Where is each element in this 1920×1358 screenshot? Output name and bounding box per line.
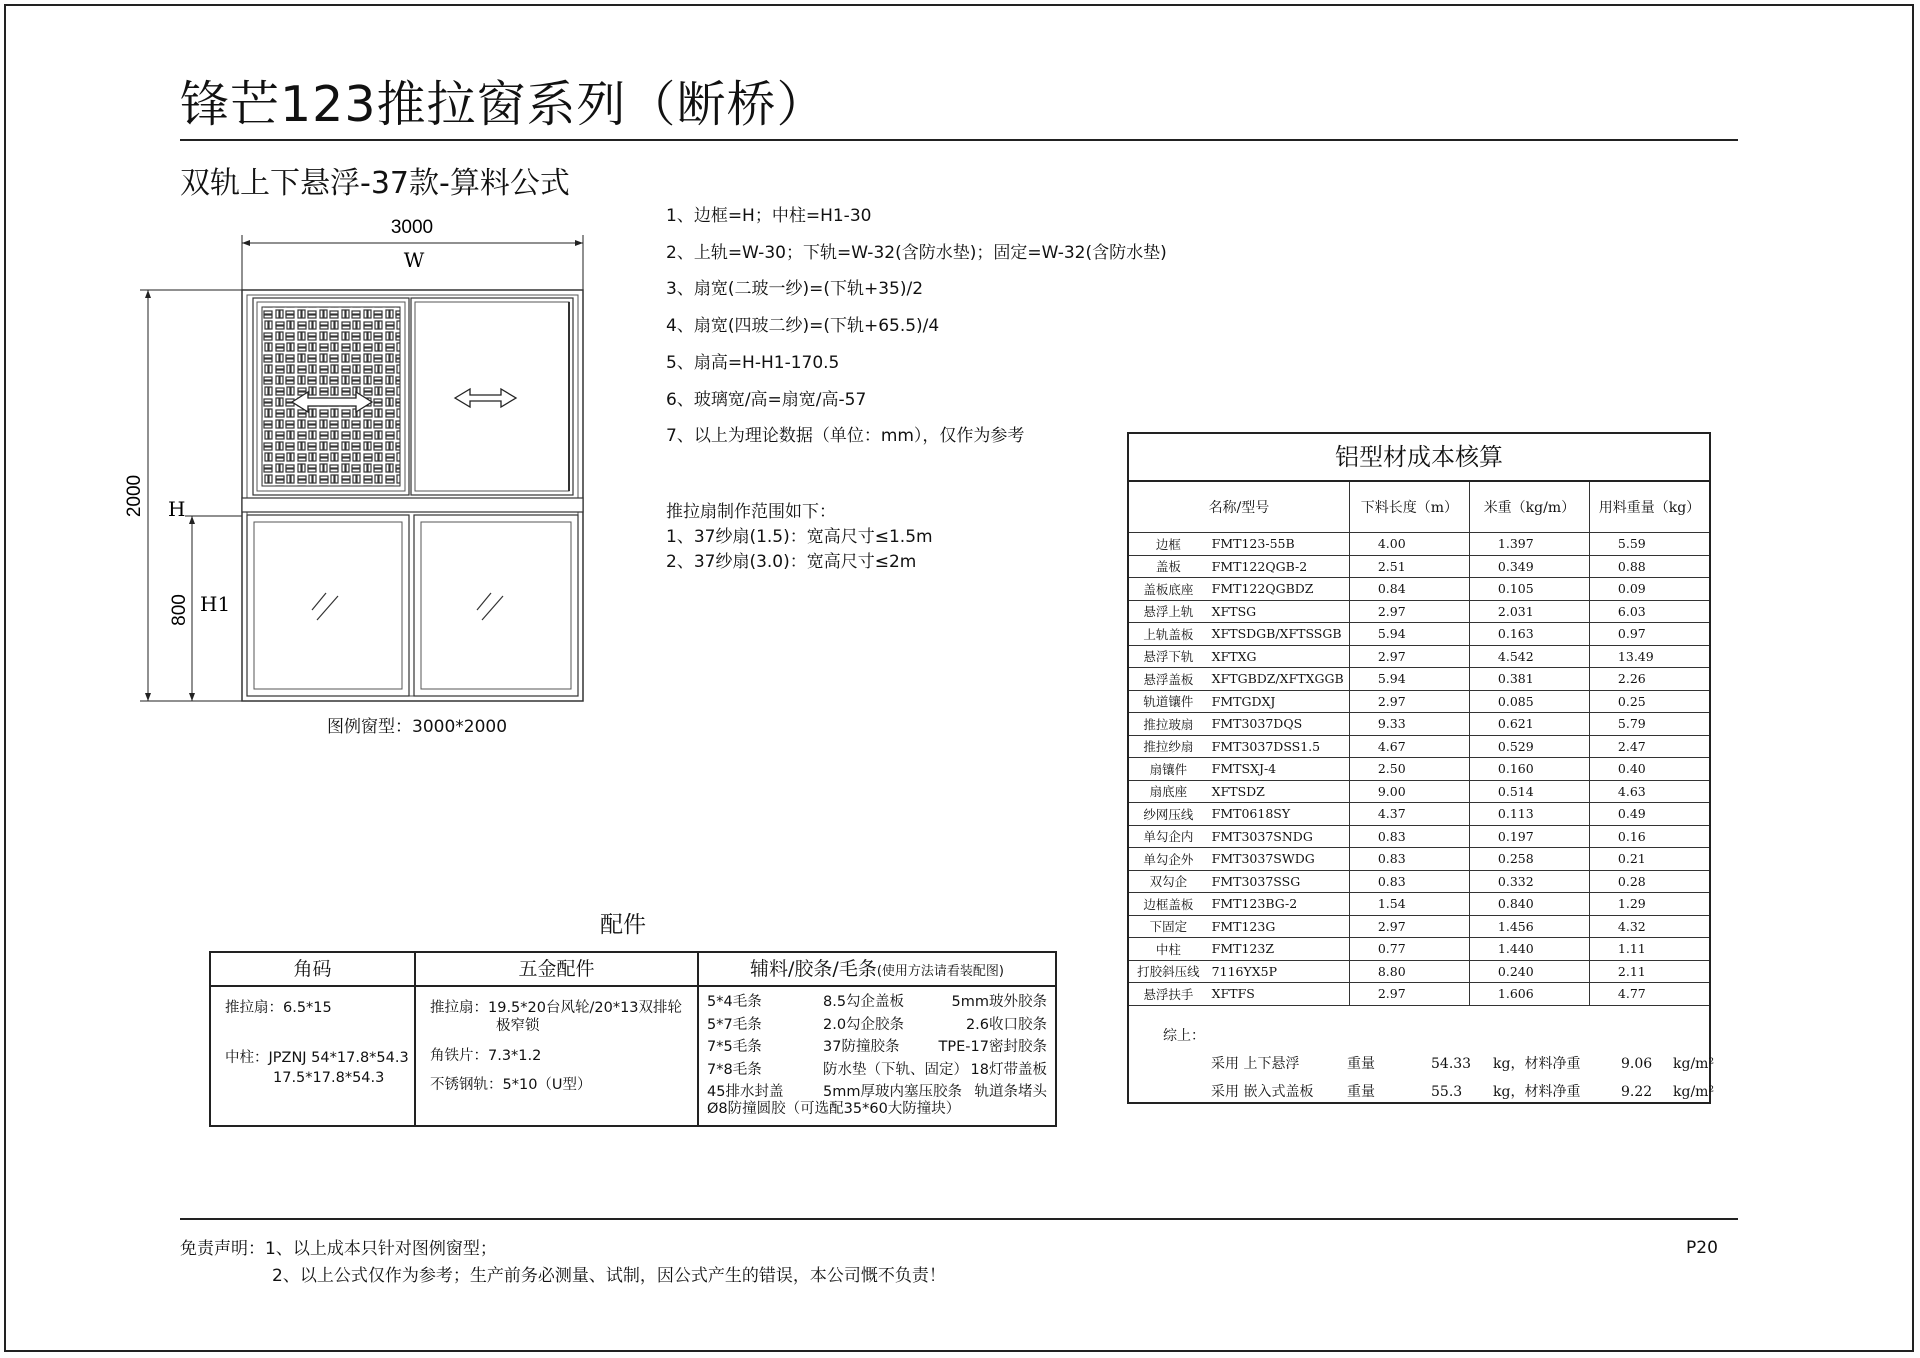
sash-range-title: 推拉扇制作范围如下： <box>666 502 836 522</box>
summary-net-unit: kg/m² <box>1673 1083 1715 1100</box>
disclaimer-text: 1、以上成本只针对图例窗型； <box>265 1239 497 1259</box>
total-weight: 4.63 <box>1589 780 1709 803</box>
unit-weight: 0.514 <box>1469 780 1589 803</box>
summary-net: 9.06 <box>1621 1055 1653 1072</box>
material-model: FMT122QGBDZ <box>1208 578 1350 601</box>
material-name: 双勾企 <box>1129 870 1208 893</box>
cut-length: 2.97 <box>1349 690 1469 713</box>
cost-table-row <box>1129 870 1709 893</box>
total-weight: 6.03 <box>1589 600 1709 623</box>
auxiliary-item: 防水垫（下轨、固定） <box>823 1061 968 1078</box>
material-model: FMT3037DSS1.5 <box>1208 735 1350 758</box>
total-weight: 0.28 <box>1589 870 1709 893</box>
accessories-header-auxiliary <box>699 953 1055 987</box>
cut-length: 2.97 <box>1349 645 1469 668</box>
auxiliary-item: 5mm厚玻内塞压胶条 <box>823 1084 962 1101</box>
material-model: FMT3037DQS <box>1208 713 1350 736</box>
unit-weight: 0.621 <box>1469 713 1589 736</box>
material-name: 打胶斜压线 <box>1129 960 1208 983</box>
disclaimer-label: 免责声明： <box>180 1239 265 1259</box>
cut-length: 4.67 <box>1349 735 1469 758</box>
summary-use: 采用 嵌入式盖板 <box>1211 1083 1314 1100</box>
cost-table-title: 铝型材成本核算 <box>1129 434 1709 482</box>
material-name: 边框盖板 <box>1129 893 1208 916</box>
total-weight: 2.26 <box>1589 668 1709 691</box>
unit-weight: 1.440 <box>1469 938 1589 961</box>
auxiliary-item: 18灯带盖板 <box>970 1061 1047 1078</box>
h1-dimension: 800 <box>169 594 190 626</box>
cut-length: 4.00 <box>1349 533 1469 556</box>
auxiliary-item: 5*4毛条 <box>707 994 762 1010</box>
auxiliary-item: 2.6收口胶条 <box>965 1016 1047 1033</box>
cost-table-row <box>1129 600 1709 623</box>
material-name: 悬浮盖板 <box>1129 668 1208 691</box>
accessories-col-hardware <box>416 953 699 1125</box>
cut-length: 0.83 <box>1349 825 1469 848</box>
material-name: 轨道镶件 <box>1129 690 1208 713</box>
auxiliary-header-text: 辅料/胶条/毛条 <box>750 958 877 980</box>
cost-table-row <box>1129 803 1709 826</box>
cut-length: 9.33 <box>1349 713 1469 736</box>
material-model: FMT123Z <box>1208 938 1350 961</box>
material-model: XFTSDGB/XFTSSGB <box>1208 623 1350 646</box>
summary-weight-label: 重量 <box>1347 1055 1375 1072</box>
accessories-header-hardware: 五金配件 <box>416 953 697 987</box>
cost-calculation-panel <box>1127 432 1715 1104</box>
cut-length: 5.94 <box>1349 668 1469 691</box>
cut-length: 2.50 <box>1349 758 1469 781</box>
material-model: XFTGBDZ/XFTXGGB <box>1208 668 1350 691</box>
corner-line: 17.5*17.8*54.3 <box>273 1070 385 1086</box>
material-name: 纱网压线 <box>1129 803 1208 826</box>
cost-table-row <box>1129 960 1709 983</box>
formula-item: 2、上轨=W-30；下轨=W-32(含防水垫)；固定=W-32(含防水垫) <box>666 242 1167 263</box>
summary-label: 综上： <box>1163 1027 1205 1044</box>
unit-weight: 0.349 <box>1469 555 1589 578</box>
material-model: FMT0618SY <box>1208 803 1350 826</box>
material-name: 推拉纱扇 <box>1129 735 1208 758</box>
header-unit-weight: 米重（kg/m） <box>1469 482 1589 533</box>
auxiliary-item: 8.5勾企盖板 <box>823 994 905 1010</box>
formula-item: 6、玻璃宽/高=扇宽/高-57 <box>666 389 867 410</box>
total-weight: 4.77 <box>1589 983 1709 1006</box>
title-divider <box>180 139 1738 141</box>
sash-range-item: 1、37纱扇(1.5)：宽高尺寸≤1.5m <box>666 527 933 547</box>
material-name: 扇镶件 <box>1129 758 1208 781</box>
total-weight: 0.49 <box>1589 803 1709 826</box>
accessories-header-corner: 角码 <box>211 953 414 987</box>
unit-weight: 0.258 <box>1469 848 1589 871</box>
cut-length: 0.83 <box>1349 848 1469 871</box>
auxiliary-last-line: Ø8防撞圆胶（可选配35*60大防撞块） <box>707 1101 961 1117</box>
cost-table-row <box>1129 713 1709 736</box>
material-model: 7116YX5P <box>1208 960 1350 983</box>
page-title: 锋芒123推拉窗系列（断桥） <box>180 76 827 133</box>
drawing-caption: 图例窗型：3000*2000 <box>327 717 508 737</box>
material-model: FMTGDXJ <box>1208 690 1350 713</box>
total-weight: 13.49 <box>1589 645 1709 668</box>
cut-length: 2.97 <box>1349 915 1469 938</box>
summary-unit: kg，材料净重 <box>1493 1055 1581 1072</box>
summary-row <box>1163 1050 1715 1078</box>
summary-use: 采用 上下悬浮 <box>1211 1055 1300 1072</box>
hardware-line: 极窄锁 <box>496 1018 540 1034</box>
cost-table-row <box>1129 848 1709 871</box>
cost-table-row <box>1129 533 1709 556</box>
formula-item: 4、扇宽(四玻二纱)=(下轨+65.5)/4 <box>666 316 940 337</box>
height-label: H <box>168 497 186 521</box>
unit-weight: 0.163 <box>1469 623 1589 646</box>
cost-table-row <box>1129 915 1709 938</box>
cost-table-row <box>1129 623 1709 646</box>
cost-table <box>1129 482 1709 1006</box>
material-name: 悬浮上轨 <box>1129 600 1208 623</box>
auxiliary-item: 轨道条堵头 <box>974 1084 1047 1101</box>
material-model: XFTXG <box>1208 645 1350 668</box>
summary-net-unit: kg/m² <box>1673 1055 1715 1072</box>
unit-weight: 2.031 <box>1469 600 1589 623</box>
unit-weight: 1.606 <box>1469 983 1589 1006</box>
unit-weight: 0.840 <box>1469 893 1589 916</box>
material-name: 悬浮扶手 <box>1129 983 1208 1006</box>
material-model: FMT3037SWDG <box>1208 848 1350 871</box>
total-weight: 0.88 <box>1589 555 1709 578</box>
cost-table-row <box>1129 735 1709 758</box>
summary-row <box>1163 1078 1715 1106</box>
unit-weight: 1.397 <box>1469 533 1589 556</box>
cut-length: 1.54 <box>1349 893 1469 916</box>
cut-length: 0.84 <box>1349 578 1469 601</box>
unit-weight: 1.456 <box>1469 915 1589 938</box>
total-weight: 0.40 <box>1589 758 1709 781</box>
h1-label: H1 <box>200 592 231 616</box>
sash-range <box>666 500 933 575</box>
unit-weight: 0.332 <box>1469 870 1589 893</box>
cost-table-row <box>1129 825 1709 848</box>
summary-weight: 54.33 <box>1431 1055 1472 1072</box>
auxiliary-header-note: (使用方法请看装配图) <box>876 964 1004 979</box>
auxiliary-item: 5mm玻外胶条 <box>951 994 1047 1010</box>
page-subtitle: 双轨上下悬浮-37款-算料公式 <box>180 166 570 201</box>
auxiliary-item: TPE-17密封胶条 <box>938 1039 1047 1056</box>
cost-table-header <box>1129 482 1709 533</box>
total-weight: 0.25 <box>1589 690 1709 713</box>
material-model: XFTSDZ <box>1208 780 1350 803</box>
material-name: 盖板 <box>1129 555 1208 578</box>
hardware-line: 角铁片：7.3*1.2 <box>430 1048 542 1064</box>
total-weight: 1.29 <box>1589 893 1709 916</box>
cost-table-row <box>1129 668 1709 691</box>
material-model: FMT123BG-2 <box>1208 893 1350 916</box>
window-drawing <box>120 210 600 710</box>
material-name: 边框 <box>1129 533 1208 556</box>
material-model: FMT3037SNDG <box>1208 825 1350 848</box>
formula-list <box>666 198 1167 455</box>
hardware-line: 不锈钢轨：5*10（U型） <box>430 1077 592 1093</box>
cost-table-row <box>1129 983 1709 1006</box>
cost-table-row <box>1129 780 1709 803</box>
material-model: XFTSG <box>1208 600 1350 623</box>
material-model: FMT3037SSG <box>1208 870 1350 893</box>
accessories-col-auxiliary <box>699 953 1055 1125</box>
material-name: 悬浮下轨 <box>1129 645 1208 668</box>
cut-length: 2.97 <box>1349 600 1469 623</box>
material-name: 单勾企外 <box>1129 848 1208 871</box>
formula-item: 3、扇宽(二玻一纱)=(下轨+35)/2 <box>666 279 924 300</box>
total-weight: 0.21 <box>1589 848 1709 871</box>
material-name: 上轨盖板 <box>1129 623 1208 646</box>
header-name-model: 名称/型号 <box>1129 482 1349 533</box>
cost-table-row <box>1129 555 1709 578</box>
header-total-weight: 用料重量（kg） <box>1589 482 1709 533</box>
unit-weight: 0.240 <box>1469 960 1589 983</box>
total-weight: 1.11 <box>1589 938 1709 961</box>
material-name: 扇底座 <box>1129 780 1208 803</box>
total-weight: 2.47 <box>1589 735 1709 758</box>
auxiliary-item: 5*7毛条 <box>707 1016 762 1033</box>
summary-weight-label: 重量 <box>1347 1083 1375 1100</box>
corner-line: 推拉扇：6.5*15 <box>225 1000 332 1016</box>
sash-range-item: 2、37纱扇(3.0)：宽高尺寸≤2m <box>666 552 917 572</box>
disclaimer <box>180 1236 946 1290</box>
material-name: 盖板底座 <box>1129 578 1208 601</box>
material-name: 推拉玻扇 <box>1129 713 1208 736</box>
summary-net: 9.22 <box>1621 1083 1653 1100</box>
unit-weight: 0.197 <box>1469 825 1589 848</box>
width-dimension: 3000 <box>390 217 434 238</box>
cost-table-row <box>1129 578 1709 601</box>
material-name: 下固定 <box>1129 915 1208 938</box>
material-name: 单勾企内 <box>1129 825 1208 848</box>
unit-weight: 0.105 <box>1469 578 1589 601</box>
material-model: XFTFS <box>1208 983 1350 1006</box>
page-number: P20 <box>1686 1238 1718 1258</box>
corner-line: 中柱：JPZNJ 54*17.8*54.3 <box>225 1050 409 1066</box>
total-weight: 0.16 <box>1589 825 1709 848</box>
formula-item: 7、以上为理论数据（单位：mm），仅作为参考 <box>666 426 1025 447</box>
cut-length: 2.97 <box>1349 983 1469 1006</box>
auxiliary-item: 7*8毛条 <box>707 1061 762 1078</box>
cut-length: 9.00 <box>1349 780 1469 803</box>
cost-table-row <box>1129 645 1709 668</box>
disclaimer-line: 2、以上公式仅作为参考；生产前务必测量、试制，因公式产生的错误，本公司慨不负责！ <box>272 1266 946 1286</box>
summary-unit: kg，材料净重 <box>1493 1083 1581 1100</box>
material-model: FMT123G <box>1208 915 1350 938</box>
auxiliary-item: 7*5毛条 <box>707 1039 762 1056</box>
cost-summary <box>1129 1006 1715 1106</box>
unit-weight: 4.542 <box>1469 645 1589 668</box>
material-model: FMT122QGB-2 <box>1208 555 1350 578</box>
formula-item: 5、扇高=H-H1-170.5 <box>666 352 840 373</box>
total-weight: 0.09 <box>1589 578 1709 601</box>
unit-weight: 0.160 <box>1469 758 1589 781</box>
width-label: W <box>403 248 425 272</box>
total-weight: 4.32 <box>1589 915 1709 938</box>
disclaimer-line <box>180 1236 946 1263</box>
cut-length: 0.77 <box>1349 938 1469 961</box>
auxiliary-item: 37防撞胶条 <box>823 1039 900 1056</box>
material-model: FMTSXJ-4 <box>1208 758 1350 781</box>
auxiliary-item: 45排水封盖 <box>707 1084 784 1101</box>
cut-length: 4.37 <box>1349 803 1469 826</box>
accessories-col-corner <box>211 953 416 1125</box>
cost-table-row <box>1129 938 1709 961</box>
accessories-table <box>209 951 1057 1127</box>
formula-item: 1、边框=H；中柱=H1-30 <box>666 206 872 226</box>
total-weight: 5.59 <box>1589 533 1709 556</box>
total-weight: 2.11 <box>1589 960 1709 983</box>
cost-table-row <box>1129 758 1709 781</box>
header-length: 下料长度（m） <box>1349 482 1469 533</box>
accessories-title: 配件 <box>600 912 646 938</box>
footer-divider <box>180 1218 1738 1220</box>
total-weight: 5.79 <box>1589 713 1709 736</box>
unit-weight: 0.085 <box>1469 690 1589 713</box>
summary-weight: 55.3 <box>1431 1083 1463 1100</box>
auxiliary-item: 2.0勾企胶条 <box>823 1016 905 1033</box>
cost-table-row <box>1129 690 1709 713</box>
material-model: FMT123-55B <box>1208 533 1350 556</box>
hardware-line: 推拉扇：19.5*20台风轮/20*13双排轮 <box>430 1000 683 1016</box>
unit-weight: 0.529 <box>1469 735 1589 758</box>
cut-length: 2.51 <box>1349 555 1469 578</box>
unit-weight: 0.381 <box>1469 668 1589 691</box>
cut-length: 0.83 <box>1349 870 1469 893</box>
unit-weight: 0.113 <box>1469 803 1589 826</box>
height-dimension: 2000 <box>124 474 145 518</box>
cost-table-row <box>1129 893 1709 916</box>
total-weight: 0.97 <box>1589 623 1709 646</box>
cut-length: 8.80 <box>1349 960 1469 983</box>
cut-length: 5.94 <box>1349 623 1469 646</box>
material-name: 中柱 <box>1129 938 1208 961</box>
